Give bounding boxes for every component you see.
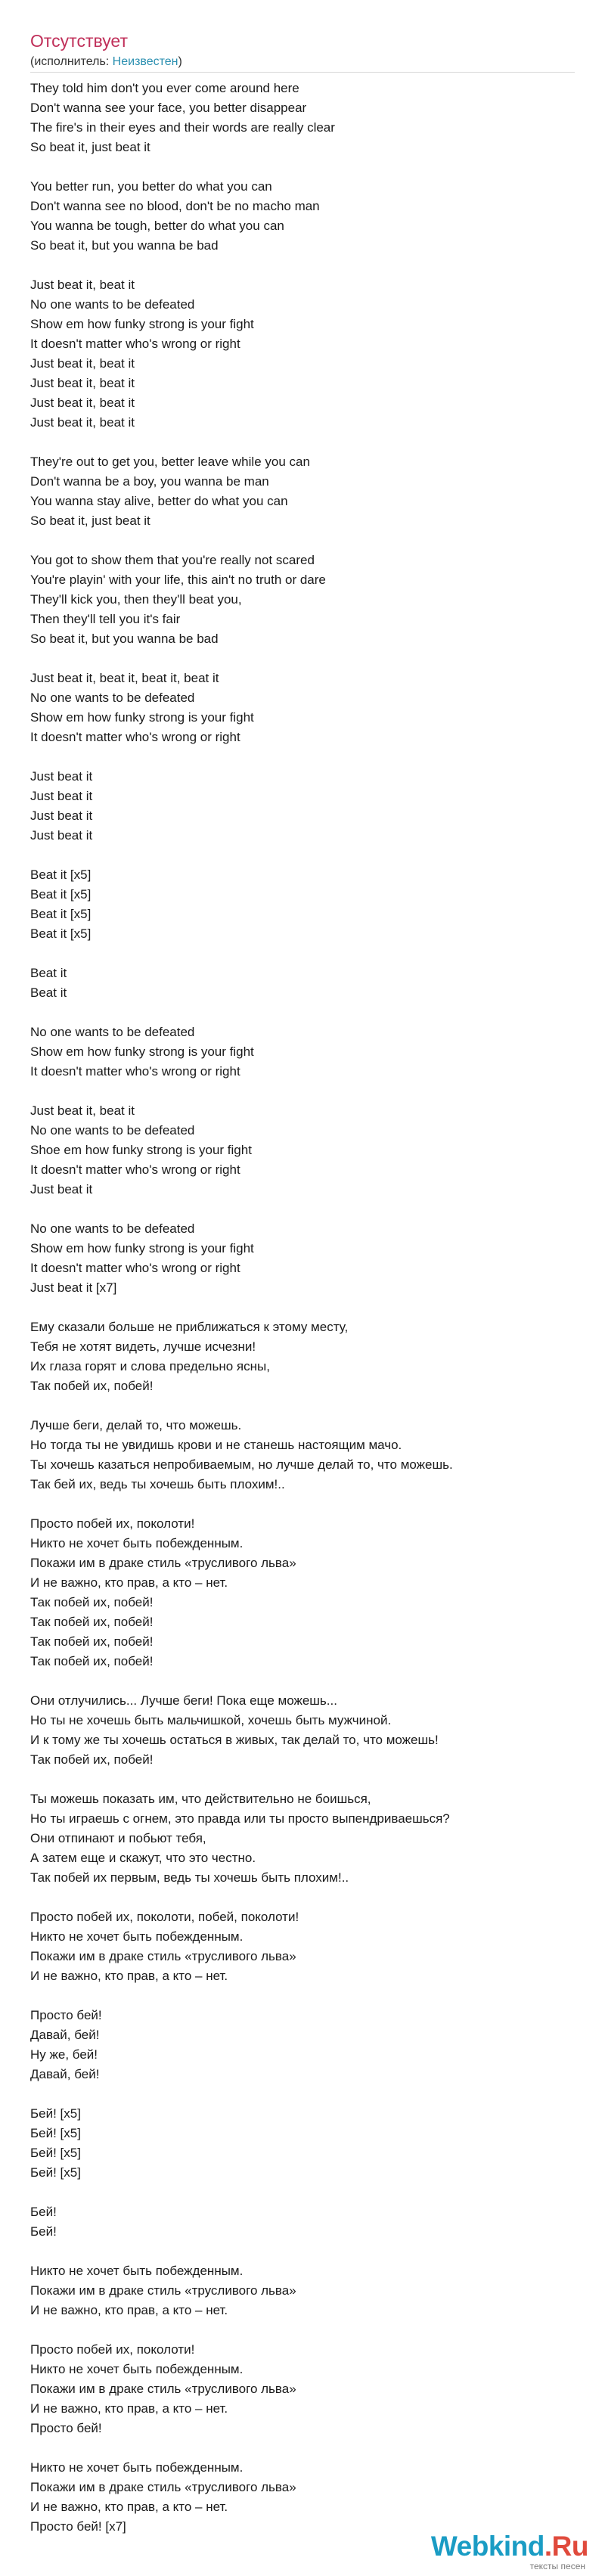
lyrics-stanza xyxy=(30,1789,575,1888)
artist-line xyxy=(30,54,182,70)
lyric-line: Don't wanna see your face, you better disappear xyxy=(30,101,307,115)
lyric-line: Бей! [x5] xyxy=(30,2165,81,2180)
lyric-line: Бей! xyxy=(30,2205,57,2219)
lyric-line: Никто не хочет быть побежденным. xyxy=(30,1536,244,1550)
lyric-line: Just beat it, beat it xyxy=(30,415,135,430)
lyric-line: Так побей их, побей! xyxy=(30,1615,154,1629)
lyric-line: Just beat it, beat it xyxy=(30,376,135,390)
lyric-line: Так побей их, побей! xyxy=(30,1379,154,1393)
song-title: Отсутствует xyxy=(30,31,128,51)
lyric-line: Просто побей их, поколоти! xyxy=(30,2342,195,2357)
lyric-line: Давай, бей! xyxy=(30,2028,100,2042)
lyric-line: Никто не хочет быть побежденным. xyxy=(30,2460,244,2475)
lyric-line: They'll kick you, then they'll beat you, xyxy=(30,592,242,607)
lyric-line: Они отлучились... Лучше беги! Пока еще можешь... xyxy=(30,1693,337,1708)
lyric-line: Бей! [x5] xyxy=(30,2126,81,2140)
lyric-line: Just beat it xyxy=(30,789,93,803)
lyrics-stanza xyxy=(30,1416,575,1494)
lyric-line: Но ты играешь с огнем, это правда или ты просто выпендриваешься? xyxy=(30,1811,450,1826)
lyric-line: Бей! [x5] xyxy=(30,2146,81,2160)
lyric-line: You got to show them that you're really not scared xyxy=(30,553,315,567)
lyric-line: Ты хочешь казаться непробиваемым, но лучше делай то, что можешь. xyxy=(30,1457,453,1472)
lyric-line: No one wants to be defeated xyxy=(30,1221,195,1236)
lyric-line: Просто побей их, поколоти, побей, поколоти! xyxy=(30,1910,299,1924)
lyrics-stanza xyxy=(30,2006,575,2084)
lyric-line: Но тогда ты не увидишь крови и не станешь настоящим мачо. xyxy=(30,1438,402,1452)
lyric-line: You're playin' with your life, this ain't no truth or dare xyxy=(30,573,326,587)
lyric-line: Beat it [x5] xyxy=(30,887,92,902)
lyric-line: Just beat it xyxy=(30,1182,93,1196)
lyric-line: You better run, you better do what you can xyxy=(30,179,272,194)
lyric-line: Давай, бей! xyxy=(30,2067,100,2081)
lyric-line: Beat it xyxy=(30,985,67,1000)
lyric-line: Ну же, бей! xyxy=(30,2047,98,2062)
lyric-line: Just beat it, beat it, beat it, beat it xyxy=(30,671,219,685)
lyrics-stanza xyxy=(30,2261,575,2320)
lyrics-stanza xyxy=(30,275,575,433)
lyric-line: No one wants to be defeated xyxy=(30,297,195,312)
lyric-line: Beat it xyxy=(30,966,67,980)
lyric-line: They're out to get you, better leave while you can xyxy=(30,455,310,469)
lyric-line: The fire's in their eyes and their words are really clear xyxy=(30,120,335,135)
lyric-line: Show em how funky strong is your fight xyxy=(30,710,254,725)
lyrics-stanza xyxy=(30,865,575,944)
lyric-line: It doesn't matter who's wrong or right xyxy=(30,1261,240,1275)
lyric-line: Just beat it xyxy=(30,808,93,823)
lyric-line: Show em how funky strong is your fight xyxy=(30,1241,254,1255)
logo-tagline: тексты песен xyxy=(529,2561,585,2571)
lyric-line: Shoe em how funky strong is your fight xyxy=(30,1143,252,1157)
lyrics-body xyxy=(30,79,575,2556)
lyric-line: You wanna stay alive, better do what you can xyxy=(30,494,288,508)
lyric-line: И не важно, кто прав, а кто – нет. xyxy=(30,2500,228,2514)
lyric-line: Просто бей! xyxy=(30,2008,102,2022)
lyrics-stanza xyxy=(30,1101,575,1200)
lyrics-stanza xyxy=(30,1907,575,1986)
lyric-line: Тебя не хотят видеть, лучше исчезни! xyxy=(30,1339,256,1354)
lyrics-stanza xyxy=(30,767,575,846)
lyric-line: Just beat it, beat it xyxy=(30,356,135,371)
lyric-line: Так побей их, побей! xyxy=(30,1595,154,1609)
lyric-line: It doesn't matter who's wrong or right xyxy=(30,1162,240,1177)
lyric-line: Просто бей! [x7] xyxy=(30,2519,126,2534)
lyric-line: Так побей их, побей! xyxy=(30,1634,154,1649)
lyric-line: Ты можешь показать им, что действительно не боишься, xyxy=(30,1792,371,1806)
lyric-line: No one wants to be defeated xyxy=(30,691,195,705)
lyric-line: Так бей их, ведь ты хочешь быть плохим!.. xyxy=(30,1477,285,1491)
lyric-line: Никто не хочет быть побежденным. xyxy=(30,2362,244,2376)
site-logo[interactable] xyxy=(431,2532,588,2571)
lyrics-stanza xyxy=(30,2202,575,2242)
lyric-line: Так побей их первым, ведь ты хочешь быть плохим!.. xyxy=(30,1870,349,1885)
lyric-line: Бей! xyxy=(30,2224,57,2239)
lyrics-stanza xyxy=(30,1514,575,1671)
lyric-line: Покажи им в драке стиль «трусливого льва» xyxy=(30,1556,296,1570)
lyric-line: Они отпинают и побьют тебя, xyxy=(30,1831,206,1845)
lyric-line: It doesn't matter who's wrong or right xyxy=(30,1064,240,1079)
lyrics-stanza xyxy=(30,964,575,1003)
lyrics-stanza xyxy=(30,1691,575,1770)
lyric-line: И не важно, кто прав, а кто – нет. xyxy=(30,1575,228,1590)
lyric-line: Бей! [x5] xyxy=(30,2106,81,2121)
header-divider xyxy=(30,72,575,73)
lyric-line: И к тому же ты хочешь остаться в живых, так делай то, что можешь! xyxy=(30,1733,439,1747)
lyric-line: So beat it, just beat it xyxy=(30,514,150,528)
lyric-line: Ему сказали больше не приближаться к этому месту, xyxy=(30,1320,349,1334)
lyric-line: А затем еще и скажут, что это честно. xyxy=(30,1851,256,1865)
logo-wordmark xyxy=(431,2532,588,2561)
lyric-line: So beat it, but you wanna be bad xyxy=(30,632,219,646)
logo-suffix-text: .Ru xyxy=(544,2531,588,2562)
lyric-line: Просто побей их, поколоти! xyxy=(30,1516,195,1531)
lyric-line: Покажи им в драке стиль «трусливого льва» xyxy=(30,2480,296,2494)
lyric-line: Show em how funky strong is your fight xyxy=(30,1044,254,1059)
lyric-line: They told him don't you ever come around here xyxy=(30,81,299,95)
lyric-line: И не важно, кто прав, а кто – нет. xyxy=(30,1969,228,1983)
lyrics-stanza xyxy=(30,177,575,256)
lyric-line: Don't wanna be a boy, you wanna be man xyxy=(30,474,269,489)
lyric-line: No one wants to be defeated xyxy=(30,1123,195,1137)
lyrics-stanza xyxy=(30,452,575,531)
lyric-line: Just beat it, beat it xyxy=(30,396,135,410)
lyric-line: Beat it [x5] xyxy=(30,926,92,941)
artist-prefix: (исполнитель: xyxy=(30,55,113,68)
lyric-line: Just beat it xyxy=(30,828,93,843)
lyric-line: Никто не хочет быть побежденным. xyxy=(30,2264,244,2278)
lyric-line: Just beat it [x7] xyxy=(30,1280,117,1295)
logo-main-text: Webkind xyxy=(430,2531,544,2562)
artist-suffix: ) xyxy=(178,55,182,68)
lyric-line: Just beat it, beat it xyxy=(30,1103,135,1118)
lyric-line: It doesn't matter who's wrong or right xyxy=(30,730,240,744)
lyrics-stanza xyxy=(30,2458,575,2537)
lyric-line: No one wants to be defeated xyxy=(30,1025,195,1039)
lyric-line: Show em how funky strong is your fight xyxy=(30,317,254,331)
lyrics-stanza xyxy=(30,669,575,747)
lyric-line: Покажи им в драке стиль «трусливого льва» xyxy=(30,2382,296,2396)
lyric-line: It doesn't matter who's wrong or right xyxy=(30,337,240,351)
lyrics-stanza xyxy=(30,79,575,157)
lyric-line: Just beat it xyxy=(30,769,93,784)
lyric-line: Покажи им в драке стиль «трусливого льва» xyxy=(30,2283,296,2298)
lyric-line: Никто не хочет быть побежденным. xyxy=(30,1929,244,1944)
lyric-line: Don't wanna see no blood, don't be no macho man xyxy=(30,199,320,213)
lyric-line: Beat it [x5] xyxy=(30,907,92,921)
lyrics-stanza xyxy=(30,2340,575,2438)
lyric-line: Их глаза горят и слова предельно ясны, xyxy=(30,1359,270,1373)
song-header xyxy=(30,30,182,70)
lyrics-stanza xyxy=(30,551,575,649)
lyric-line: Просто бей! xyxy=(30,2421,102,2435)
lyric-line: So beat it, just beat it xyxy=(30,140,150,154)
lyric-line: Beat it [x5] xyxy=(30,867,92,882)
lyrics-stanza xyxy=(30,1023,575,1082)
lyric-line: Так побей их, побей! xyxy=(30,1654,154,1668)
lyric-line: Лучше беги, делай то, что можешь. xyxy=(30,1418,242,1432)
lyric-line: Then they'll tell you it's fair xyxy=(30,612,181,626)
lyric-line: Just beat it, beat it xyxy=(30,278,135,292)
lyric-line: Но ты не хочешь быть мальчишкой, хочешь быть мужчиной. xyxy=(30,1713,392,1727)
lyric-line: So beat it, but you wanna be bad xyxy=(30,238,219,253)
lyric-line: И не важно, кто прав, а кто – нет. xyxy=(30,2401,228,2416)
lyric-line: You wanna be tough, better do what you can xyxy=(30,219,284,233)
lyrics-stanza xyxy=(30,2104,575,2183)
lyric-line: И не важно, кто прав, а кто – нет. xyxy=(30,2303,228,2317)
lyric-line: Так побей их, побей! xyxy=(30,1752,154,1767)
lyrics-stanza xyxy=(30,1317,575,1396)
lyric-line: Покажи им в драке стиль «трусливого льва» xyxy=(30,1949,296,1963)
lyrics-stanza xyxy=(30,1219,575,1298)
artist-link[interactable]: Неизвестен xyxy=(112,55,178,68)
